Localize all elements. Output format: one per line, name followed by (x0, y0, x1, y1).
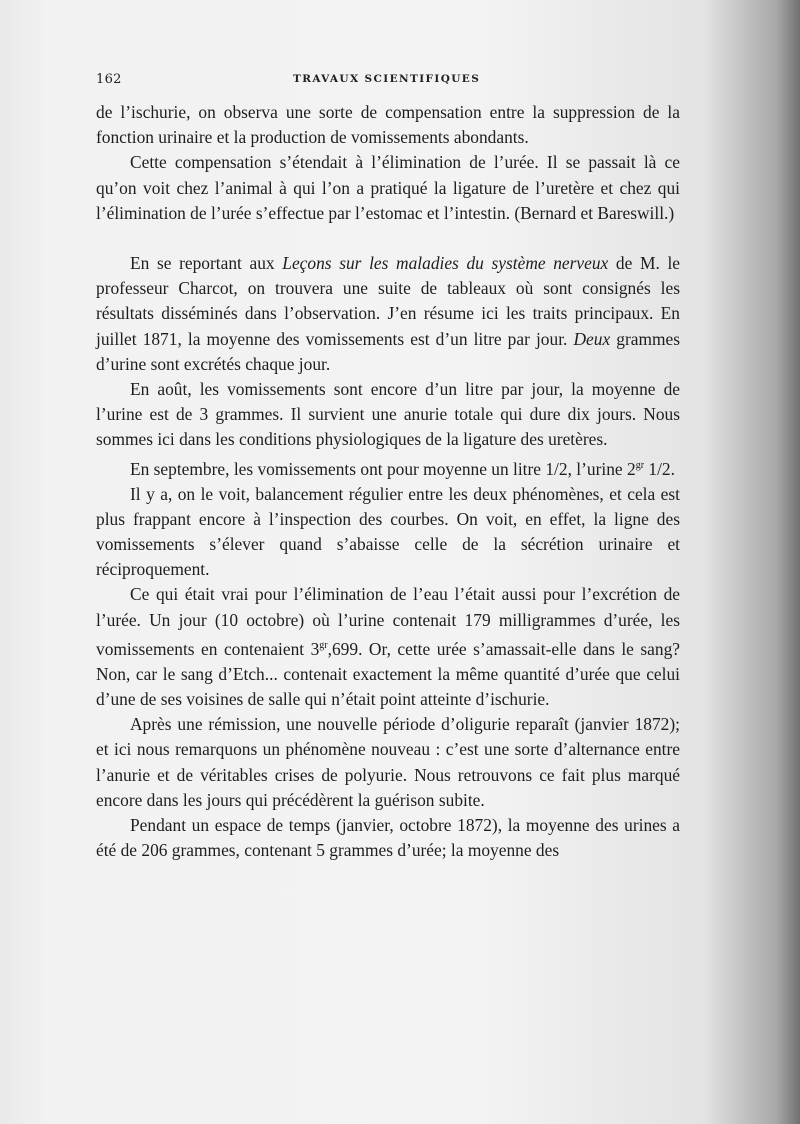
paragraph: de l’ischurie, on observa une sorte de compensation entre la suppression de la fonction urinaire et la production de vomissements abondants. (96, 102, 680, 148)
running-title: TRAVAUX SCIENTIFIQUES (293, 73, 481, 85)
paragraph: Il y a, on le voit, balancement régulier entre les deux phénomènes, et cela est plus frappant encore à l’inspection des courbes. On voit, en effet, la ligne des vomissements s’élever quand s’abaisse celle de la sécrétion urinaire et réciproquement. (96, 483, 680, 580)
paragraph (96, 453, 680, 482)
text-run: grammes d’urine sont excrétés chaque jour. (96, 328, 681, 374)
paragraph: Cette compensation s’étendait à l’élimination de l’urée. Il se passait là ce qu’on voit chez l’animal à qui l’on a pratiqué la ligature de l’uretère et chez qui l’élimination de l’urée s’effectue par l’estomac et l’intestin. (Bernard et Bareswill.) (96, 152, 680, 223)
paragraph (96, 251, 680, 377)
unit-superscript: gr (635, 459, 645, 471)
page-number: 162 (96, 72, 122, 87)
paragraph (96, 582, 680, 712)
text-run: ,699. Or, cette urée s’amassait-elle dans le sang? Non, car le sang d’Etch... contenait exactement la même quantité d’urée que celui d’une de ses voisines de salle qui n’était point atteinte d’ischurie. (96, 638, 680, 710)
paragraph: Après une rémission, une nouvelle période d’oligurie reparaît (janvier 1872); et ici nous remarquons un phénomène nouveau : c’est une sorte d’alternance entre l’anurie et de véritables crises de polyurie. Nous retrouvons ce fait plus marqué encore dans les jours qui précédèrent la guérison subite. (96, 714, 680, 810)
paragraph: Pendant un espace de temps (janvier, octobre 1872), la moyenne des urines a été de 206 grammes, contenant 5 grammes d’urée; la moyenne des (96, 815, 680, 861)
text-run: de M. le professeur Charcot, on trouvera une suite de tableaux où sont consignés les résultats disséminés dans l’observation. J’en résume ici les traits principaux. En juillet 1871, la moyenne des vomissements est d’un litre par jour. (96, 253, 680, 349)
page-header (96, 72, 680, 92)
text-run: En se reportant aux (130, 253, 283, 274)
unit-superscript: gr (319, 639, 328, 651)
body-text (96, 100, 680, 863)
text-run: 1/2. (644, 458, 675, 479)
paragraph: En août, les vomissements sont encore d’un litre par jour, la moyenne de l’urine est de 3 grammes. Il survient une anurie totale qui dure dix jours. Nous sommes ici dans les conditions physiologiques de la ligature des uretères. (96, 379, 680, 450)
text-run: En septembre, les vomissements ont pour moyenne un litre 1/2, l’urine 2 (130, 458, 636, 479)
text-run: Ce qui était vrai pour l’élimination de l’eau l’était aussi pour l’excrétion de l’urée. Un jour (10 octobre) où l’urine contenait 179 milligrammes d’urée, les vomissements en contenaient 3 (96, 584, 680, 659)
book-title: Leçons sur les maladies du système nerveux (282, 253, 609, 274)
emphasis: Deux (573, 328, 611, 349)
